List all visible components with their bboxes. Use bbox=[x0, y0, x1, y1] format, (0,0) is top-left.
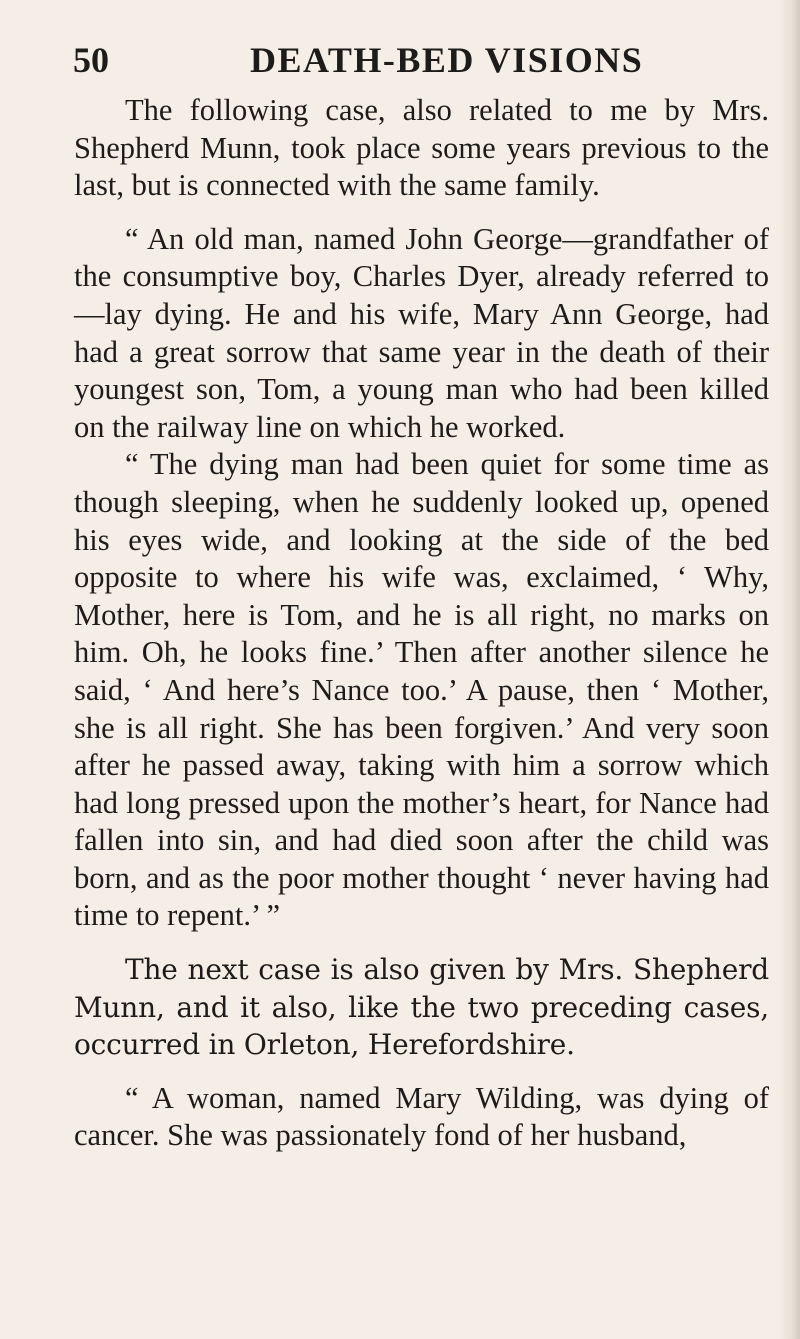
running-head: DEATH-BED VISIONS bbox=[250, 40, 644, 80]
page-edge-shadow bbox=[778, 0, 800, 1339]
body-text bbox=[74, 92, 769, 1155]
page-number: 50 bbox=[73, 40, 109, 80]
paragraph: The next case is also given by Mrs. Shepherd Munn, and it also, like the two preceding cases, occurred in Orleton, Herefordshire. bbox=[74, 953, 769, 1062]
paragraph: The following case, also related to me by Mrs. Shepherd Munn, took place some years previous to the last, but is connected with the same family. bbox=[74, 93, 769, 203]
paragraph: “ The dying man had been quiet for some time as though sleeping, when he suddenly looked up, opened his eyes wide, and looking at the side of the bed opposite to where his wife was, exclaimed, ‘ Why, Mother, here is Tom, and he is all right, no marks on him. Oh, he looks fine.’ Then after another silence he said, ‘ And here’s Nance too.’ A pause, then ‘ Mother, she is all right. She has been forgiven.’ And very soon after he passed away, taking with him a sorrow which had long pressed upon the mother’s heart, for Nance had fallen into sin, and had died soon after the child was born, and as the poor mother thought ‘ never having had time to repent.’ ” bbox=[74, 447, 769, 933]
paragraph: “ A woman, named Mary Wilding, was dying of cancer. She was passionately fond of her husband, bbox=[74, 1080, 769, 1153]
page-header bbox=[0, 37, 800, 87]
paragraph: “ An old man, named John George—grandfather of the consumptive boy, Charles Dyer, already referred to—lay dying. He and his wife, Mary Ann George, had had a great sorrow that same year in the death of their youngest son, Tom, a young man who had been killed on the railway line on which he worked. bbox=[74, 221, 769, 444]
